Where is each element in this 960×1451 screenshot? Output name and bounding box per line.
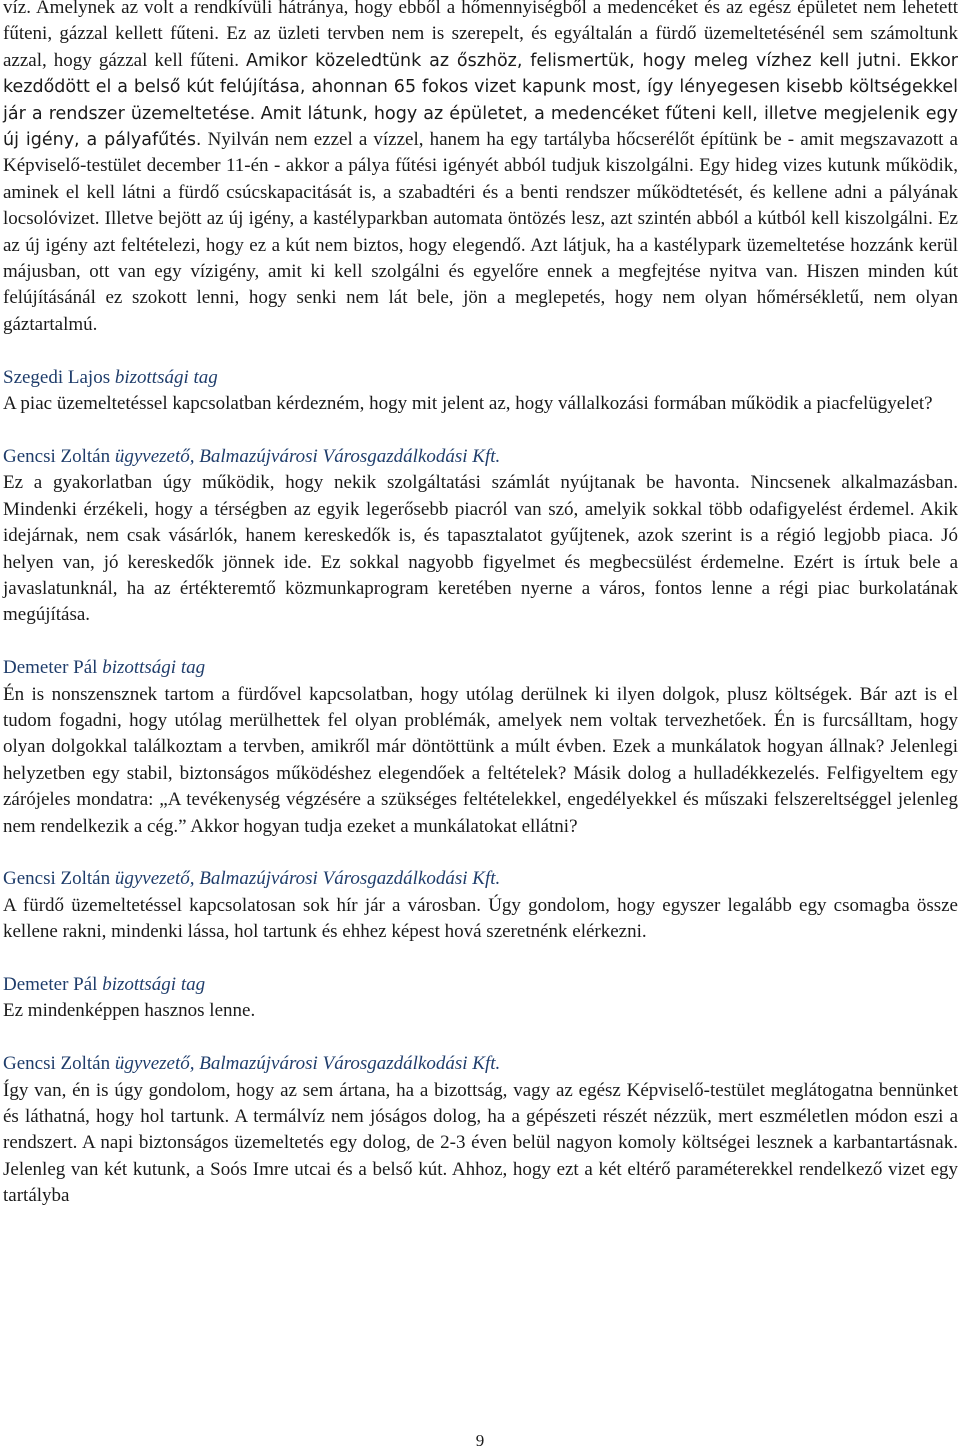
document-page xyxy=(3,0,958,1210)
page-number: 9 xyxy=(475,1431,485,1450)
speech-text: A piac üzemeltetéssel kapcsolatban kérdezném, hogy mit jelent az, hogy vállalkozási formában működik a piacfelügyelet? xyxy=(3,393,933,415)
speaker-heading xyxy=(3,444,958,470)
dialogue-block-3 xyxy=(3,655,958,840)
speech-text: Ez a gyakorlatban úgy működik, hogy nekik szolgáltatási számlát nyújtanak be havonta. Nincsenek alkalmazásban. Mindenki érzékeli, hogy a térségben az egyik legerősebb piacról van szó, amelyik sokkal több odafigyelést érdemel. Akik idejárnak, nem csak vásárlók, hanem kereskedők is, és tapasztalatot gyűjtenek, azok szerint is a régió legjobb piaca. Jó helyen van, jó kereskedők jönnek ide. Ez sokkal nagyobb figyelmet és megbecsülést érdemelne. Ezért is írtuk bele a javaslatunknál, ha az értékteremtő közmunkaprogram keretében nyerne a város, fontos lenne a régi piac burkolatának megújítása. xyxy=(3,472,958,626)
speaker-heading xyxy=(3,972,958,998)
speaker-heading xyxy=(3,655,958,681)
speech-text: A fürdő üzemeltetéssel kapcsolatosan sok hír jár a városban. Úgy gondolom, hogy egyszer legalább egy csomagba össze kellene rakni, mindenki lássa, hol tartunk és ehhez képest hová szeretnénk elérkezni. xyxy=(3,894,958,943)
speech-text: Én is nonszensznek tartom a fürdővel kapcsolatban, hogy utólag derülnek ki ilyen dolgok, plusz költségek. Bár azt is el tudom fogadni, hogy utólag merülhettek fel olyan problémák, amelyek nem voltak tervezhetőek. Én is furcsálltam, hogy olyan dolgokkal találkoztam a tervben, amikről már döntöttünk a múlt évben. Ezek a munkálatok hogyan állnak? Jelenlegi helyzetben egy stabil, biztonságos működéshez elegendőek a feltételek? Másik dolog a hulladékkezelés. Felfigyeltem egy zárójeles mondatra: „A tevékenység végzésére a szükséges feltételekkel, engedélyekkel és műszaki felszereltséggel jelenleg nem rendelkezik a cég.” Akkor hogyan tudja ezeket a munkálatokat ellátni? xyxy=(3,683,958,837)
intro-text-2: Amikor közeledtünk az őszhöz, felismertük, hogy meleg vízhez kell jutni. Ekkor kezdődött el a belső kút felújítása, ahonnan 65 fokos vizet kapunk most, így lényegesen kisebb költségekkel jár a rendszer üzemeltetése. xyxy=(3,50,958,124)
dialogue-block-2 xyxy=(3,444,958,629)
speaker-name: Gencsi Zoltán xyxy=(3,868,111,890)
speaker-role: ügyvezető, Balmazújvárosi Városgazdálkodási Kft. xyxy=(114,1053,501,1075)
speaker-role: bizottsági tag xyxy=(102,973,206,995)
intro-text-3: Amit látunk, hogy az épületet, a medencéket fűteni kell, illetve megjelenik egy új igény, a pályafűtés. xyxy=(3,103,958,151)
intro-text-1: víz. Amelynek az volt a rendkívüli hátránya, hogy ebből a hőmennyiségből a medencéket és az egész épületet nem lehetett fűteni, gázzal kellett fűteni. Ez az üzleti tervben nem is szerepelt, és egyáltalán a fürdő üzemeltetésénél sem számoltunk azzal, hogy gázzal kell fűteni. xyxy=(3,0,958,71)
dialogue-block-5 xyxy=(3,972,958,1025)
dialogue-block-6 xyxy=(3,1051,958,1209)
speaker-name: Demeter Pál xyxy=(3,973,98,995)
speaker-heading xyxy=(3,1051,958,1077)
speaker-role: ügyvezető, Balmazújvárosi Városgazdálkodási Kft. xyxy=(114,445,501,467)
speaker-name: Demeter Pál xyxy=(3,657,98,679)
dialogue-block-4 xyxy=(3,866,958,945)
intro-text-4: Nyilván nem ezzel a vízzel, hanem ha egy tartályba hőcserélőt építünk be - amit megszavazott a Képviselő-testület december 11-én - akkor a pálya fűtési igényét abból tudjuk kiszolgálni. Egy hideg vizes kutunk működik, aminek el kell látni a fürdő csúcskapacitását is, a szabadtéri és a benti rendszer működtetését, és kellene adni a pályának locsolóvizet. Illetve bejött az új igény, a kastélyparkban automata öntözés lesz, azt szintén abból a kútból kell kiszolgálni. Ez az új igény azt feltételezi, hogy ez a kút nem biztos, hogy elegendő. Azt látjuk, ha a kastélypark üzemeltetése hozzánk kerül májusban, ott van egy vízigény, amit ki kell szolgálni és egyelőre ennek a megfejtése nyitva van. Hiszen minden kút felújításánál ez szokott lenni, hogy senki nem lát bele, jön a meglepetés, hogy nem olyan hőmérsékletű, nem olyan gáztartalmú. xyxy=(3,129,958,335)
speaker-role: bizottsági tag xyxy=(102,657,206,679)
speaker-name: Gencsi Zoltán xyxy=(3,445,111,467)
speaker-heading xyxy=(3,866,958,892)
speaker-name: Gencsi Zoltán xyxy=(3,1053,111,1075)
speaker-name: Szegedi Lajos xyxy=(3,366,111,388)
dialogue-block-1 xyxy=(3,365,958,418)
speaker-heading xyxy=(3,365,958,391)
speaker-role: bizottsági tag xyxy=(114,366,218,388)
speech-text: Ez mindenképpen hasznos lenne. xyxy=(3,1000,256,1022)
intro-paragraph xyxy=(3,0,958,338)
speaker-role: ügyvezető, Balmazújvárosi Városgazdálkodási Kft. xyxy=(114,868,501,890)
speech-text: Így van, én is úgy gondolom, hogy az sem ártana, ha a bizottság, vagy az egész Képviselő-testület meglátogatna bennünket és láthatná, hogy hol tartunk. A termálvíz nem jóságos dolog, ha a gépészeti részét nézzük, mert eszméletlen módon eszi a rendszert. A napi biztonságos üzemeltetés egy dolog, de 2-3 éven belül nagyon komoly költségei lesznek a karbantartásnak. Jelenleg van két kutunk, a Soós Imre utcai és a belső kút. Ahhoz, hogy ezt a két eltérő paraméterekkel rendelkező vizet egy tartályba xyxy=(3,1079,958,1207)
